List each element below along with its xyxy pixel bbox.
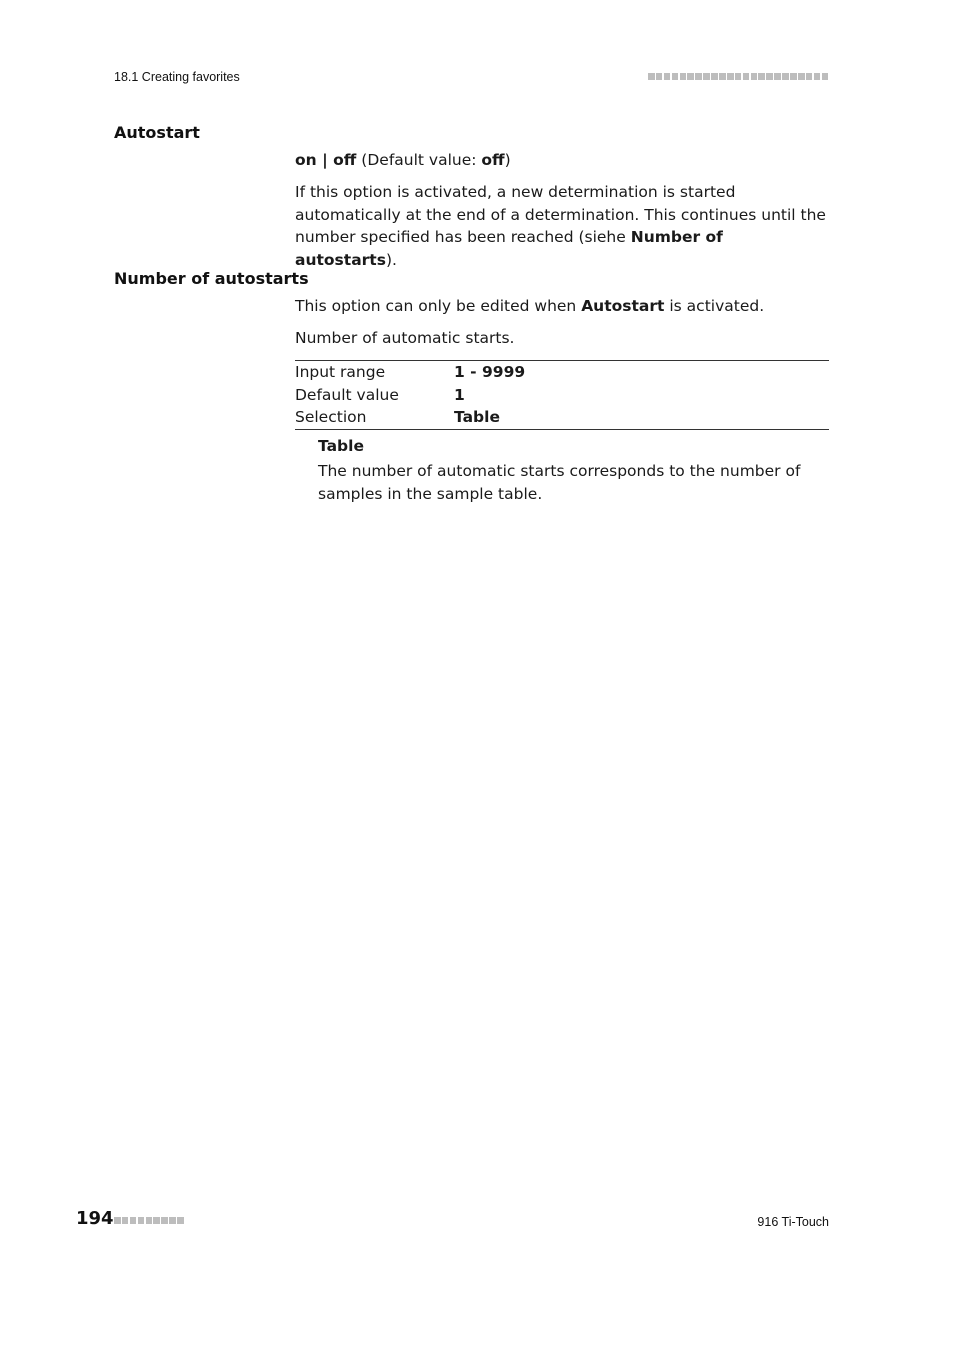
decoration-square [122,1217,129,1224]
decoration-square [743,73,750,80]
decoration-square [735,73,742,80]
autostart-description [295,181,829,271]
decoration-square [687,73,694,80]
value-on: on [295,151,317,169]
heading-number-of-autostarts: Number of autostarts [114,269,309,288]
header-decoration [648,73,828,80]
decoration-square [758,73,765,80]
decoration-square [822,73,829,80]
decoration-square [146,1217,153,1224]
decoration-square [664,73,671,80]
autostart-desc-end: ). [385,250,397,269]
decoration-square [130,1217,137,1224]
autostarts-description: Number of automatic starts. [295,329,515,347]
decoration-square [161,1217,168,1224]
decoration-square [169,1217,176,1224]
row-value: Table [454,408,500,426]
heading-autostart: Autostart [114,123,200,142]
autostart-desc-text: If this option is activated, a new determination is started automatically at the end of a determination. This continues until the number specified has been reached (siehe [295,183,826,246]
note-pre: This option can only be edited when [295,297,582,315]
decoration-square [774,73,781,80]
row-value: 1 [454,385,465,404]
decoration-square [711,73,718,80]
decoration-square [806,73,813,80]
row-key: Default value [295,385,399,404]
decoration-square [648,73,655,80]
decoration-square [719,73,726,80]
decoration-square [656,73,663,80]
option-table-description: The number of automatic starts corresponds to the number of samples in the sample table. [318,462,801,503]
product-name: 916 Ti-Touch [757,1215,829,1229]
value-separator: | [316,151,334,169]
autostarts-note [295,295,829,318]
decoration-square [680,73,687,80]
decoration-square [177,1217,184,1224]
decoration-square [751,73,758,80]
decoration-square [798,73,805,80]
footer-decoration [114,1217,184,1224]
default-suffix: ) [504,151,511,169]
decoration-square [790,73,797,80]
option-table-title: Table [318,437,364,455]
note-ref: Autostart [581,297,665,315]
row-key: Input range [295,363,386,381]
row-key: Selection [295,408,367,426]
table-row [295,406,829,429]
row-value: 1 - 9999 [454,363,526,381]
autostart-values [295,149,829,172]
decoration-square [727,73,734,80]
note-post: is activated. [664,297,765,315]
table-row [295,361,829,384]
autostart-desc-ref: Number of autostarts [295,228,723,269]
running-header-section: 18.1 Creating favorites [114,70,240,84]
default-value: off [481,151,505,169]
decoration-square [814,73,821,80]
decoration-square [153,1217,160,1224]
decoration-square [114,1217,121,1224]
parameter-table [295,360,829,430]
decoration-square [703,73,710,80]
value-off: off [333,151,357,169]
decoration-square [766,73,773,80]
decoration-square [782,73,789,80]
decoration-square [138,1217,145,1224]
page-number: 194 [76,1208,114,1229]
decoration-square [672,73,679,80]
default-prefix: (Default value: [356,151,482,169]
decoration-square [695,73,702,80]
table-row [295,384,829,407]
